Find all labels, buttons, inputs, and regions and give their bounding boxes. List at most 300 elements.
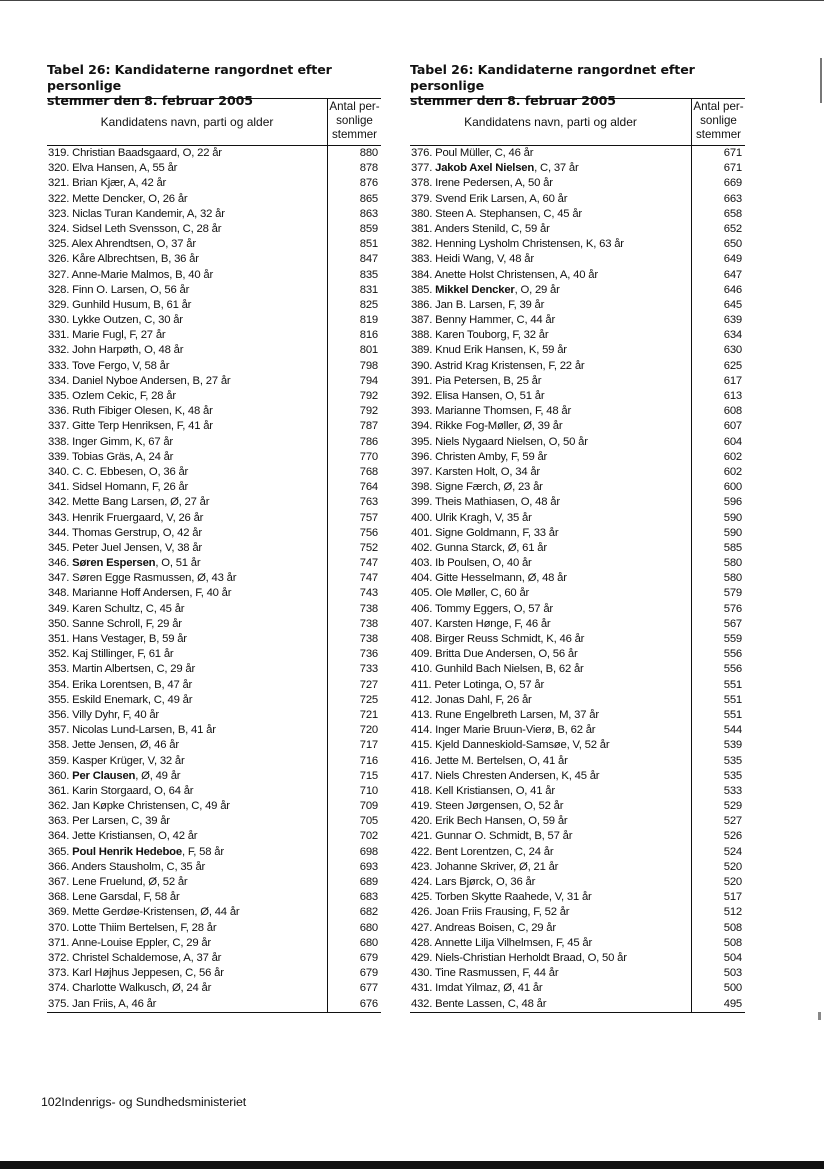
candidate-cell xyxy=(47,723,327,738)
candidate-rank: 410. xyxy=(411,663,433,676)
table-row xyxy=(47,435,381,450)
candidate-cell xyxy=(410,845,691,860)
candidate-rank: 426. xyxy=(411,906,433,919)
votes-cell: 880 xyxy=(327,146,381,161)
table-row xyxy=(410,404,745,419)
candidate-cell xyxy=(410,814,691,829)
table-row xyxy=(47,480,381,495)
candidate-cell xyxy=(47,222,327,237)
table-row xyxy=(410,921,745,936)
candidate-party-age: , O, 57 år xyxy=(507,602,553,615)
candidate-rank: 341. xyxy=(48,481,70,494)
candidate-cell xyxy=(47,738,327,753)
candidate-cell xyxy=(47,283,327,298)
candidate-party-age: , V, 52 år xyxy=(566,739,610,752)
table-row xyxy=(47,890,381,905)
votes-cell: 579 xyxy=(691,586,745,601)
candidate-party-age: , C, 49 år xyxy=(147,693,193,706)
candidate-rank: 432. xyxy=(411,997,433,1010)
votes-cell: 683 xyxy=(327,890,381,905)
candidate-cell xyxy=(410,465,691,480)
candidate-cell xyxy=(47,526,327,541)
candidate-cell xyxy=(47,192,327,207)
votes-cell: 792 xyxy=(327,389,381,404)
table-row xyxy=(410,146,745,161)
candidate-cell xyxy=(410,146,691,161)
candidate-name: Gunna Starck xyxy=(435,541,502,554)
candidate-party-age: , A, 50 år xyxy=(509,177,553,190)
table-row xyxy=(410,860,745,875)
candidate-rank: 322. xyxy=(48,192,70,205)
table-row xyxy=(410,708,745,723)
candidate-rank: 353. xyxy=(48,663,70,676)
candidate-rank: 372. xyxy=(48,951,70,964)
candidate-name: C. C. Ebbesen xyxy=(72,465,144,478)
candidate-cell xyxy=(47,754,327,769)
candidate-party-age: , C, 60 år xyxy=(484,587,530,600)
candidate-party-age: , F, 44 år xyxy=(516,967,559,980)
candidate-cell xyxy=(410,708,691,723)
table-row xyxy=(410,754,745,769)
votes-cell: 630 xyxy=(691,343,745,358)
candidate-rank: 415. xyxy=(411,739,433,752)
candidate-cell xyxy=(47,708,327,723)
candidate-rank: 354. xyxy=(48,678,70,691)
candidate-rank: 330. xyxy=(48,314,70,327)
candidate-cell xyxy=(410,435,691,450)
candidate-party-age: , V, 31 år xyxy=(548,891,592,904)
candidate-name: Christel Schaldemose xyxy=(72,951,179,964)
table-row xyxy=(47,389,381,404)
candidate-rank: 345. xyxy=(48,541,70,554)
votes-cell: 649 xyxy=(691,252,745,267)
votes-cell: 709 xyxy=(327,799,381,814)
header-votes-line: Antal per- xyxy=(329,100,380,113)
header-votes-column xyxy=(691,99,745,145)
candidate-name: Henrik Fruergaard xyxy=(72,511,161,524)
votes-cell: 831 xyxy=(327,283,381,298)
table-row xyxy=(410,359,745,374)
votes-cell: 512 xyxy=(691,905,745,920)
candidate-rank: 324. xyxy=(48,222,70,235)
candidate-party-age: , A, 46 år xyxy=(113,997,157,1010)
candidate-rank: 413. xyxy=(411,708,433,721)
candidate-party-age: , O, 29 år xyxy=(514,283,560,296)
candidate-party-age: , C, 45 år xyxy=(537,207,582,220)
candidate-party-age: , O, 41 år xyxy=(522,754,568,767)
candidate-rank: 336. xyxy=(48,405,70,418)
candidate-party-age: , F, 52 år xyxy=(527,906,570,919)
candidate-rank: 339. xyxy=(48,450,70,463)
candidate-name: Christen Amby xyxy=(435,450,506,463)
candidate-rank: 325. xyxy=(48,238,70,251)
table-row xyxy=(47,829,381,844)
candidate-name: Mette Gerdøe-Kristensen xyxy=(72,906,195,919)
table-title-line: Tabel 26: Kandidaterne rangordnet efter personlige xyxy=(47,62,332,93)
candidate-party-age: , K, 45 år xyxy=(555,769,600,782)
votes-cell: 533 xyxy=(691,784,745,799)
candidate-cell xyxy=(410,526,691,541)
table-row xyxy=(47,738,381,753)
candidate-party-age: , F, 28 år xyxy=(174,921,217,934)
candidate-name: Kell Kristiansen xyxy=(435,784,510,797)
table-row xyxy=(47,526,381,541)
candidate-name: Christian Baadsgaard xyxy=(72,147,177,159)
votes-cell: 503 xyxy=(691,966,745,981)
candidate-cell xyxy=(47,374,327,389)
header-name-column: Kandidatens navn, parti og alder xyxy=(100,115,274,129)
votes-cell: 677 xyxy=(327,981,381,996)
candidate-party-age: , O, 48 år xyxy=(138,344,184,357)
candidate-cell xyxy=(47,814,327,829)
votes-cell: 756 xyxy=(327,526,381,541)
table-row xyxy=(47,495,381,510)
candidate-party-age: , O, 34 år xyxy=(494,465,540,478)
candidate-name: Ulrik Kragh xyxy=(435,511,489,524)
candidate-rank: 338. xyxy=(48,435,70,448)
table-row xyxy=(47,754,381,769)
candidate-cell xyxy=(47,268,327,283)
table-row xyxy=(410,328,745,343)
candidate-party-age: , A, 32 år xyxy=(181,207,225,220)
votes-cell: 495 xyxy=(691,997,745,1012)
votes-cell: 556 xyxy=(691,647,745,662)
votes-cell: 671 xyxy=(691,146,745,161)
candidate-name: Steen Jørgensen xyxy=(435,800,519,813)
candidate-name: Signe Færch xyxy=(435,481,498,494)
candidate-cell xyxy=(47,647,327,662)
candidate-cell xyxy=(410,450,691,465)
candidate-cell xyxy=(47,951,327,966)
candidate-name: Birger Reuss Schmidt xyxy=(435,633,541,645)
table-row xyxy=(410,419,745,434)
candidate-name: Sanne Schroll xyxy=(72,617,140,630)
candidate-name: Poul Henrik Hedeboe xyxy=(72,845,182,858)
candidate-rank: 328. xyxy=(48,283,70,296)
table-row xyxy=(410,693,745,708)
table-row xyxy=(410,845,745,860)
table-row xyxy=(410,480,745,495)
table-row xyxy=(410,905,745,920)
table-row xyxy=(47,298,381,313)
candidate-party-age: , C, 48 år xyxy=(501,997,547,1010)
votes-cell: 757 xyxy=(327,511,381,526)
votes-cell: 580 xyxy=(691,556,745,571)
votes-cell: 720 xyxy=(327,723,381,738)
candidate-party-age: , Ø, 21 år xyxy=(513,860,559,873)
bottom-border-bar xyxy=(0,1161,824,1169)
candidate-party-age: , V, 35 år xyxy=(488,511,532,524)
candidate-rank: 429. xyxy=(411,951,433,964)
votes-cell: 689 xyxy=(327,875,381,890)
candidate-party-age: , B, 36 år xyxy=(154,253,199,266)
candidate-rank: 412. xyxy=(411,693,433,706)
candidate-name: Knud Erik Hansen xyxy=(435,344,523,357)
candidate-party-age: , Ø, 48 år xyxy=(521,572,567,585)
candidate-name: Peter Juel Jensen xyxy=(72,541,160,554)
candidate-rank: 406. xyxy=(411,602,433,615)
candidate-cell xyxy=(410,419,691,434)
candidate-party-age: , Ø, 52 år xyxy=(142,876,188,888)
candidate-name: Karsten Hønge xyxy=(435,617,509,630)
candidate-cell xyxy=(410,252,691,267)
votes-cell: 600 xyxy=(691,480,745,495)
candidate-cell xyxy=(410,222,691,237)
votes-cell: 738 xyxy=(327,602,381,617)
table-row xyxy=(47,617,381,632)
candidate-rank: 430. xyxy=(411,967,433,980)
candidate-name: Alex Ahrendtsen xyxy=(71,238,151,251)
candidate-party-age: , K, 48 år xyxy=(168,405,213,418)
candidate-rank: 393. xyxy=(411,405,433,418)
candidate-rank: 337. xyxy=(48,420,70,433)
candidate-name: Tommy Eggers xyxy=(434,602,508,615)
candidate-rank: 361. xyxy=(48,784,70,797)
candidate-cell xyxy=(410,602,691,617)
votes-cell: 580 xyxy=(691,571,745,586)
votes-cell: 727 xyxy=(327,678,381,693)
scan-edge-mark xyxy=(818,1012,821,1020)
votes-cell: 671 xyxy=(691,161,745,176)
candidate-party-age: , Ø, 23 år xyxy=(497,481,543,494)
candidate-rank: 366. xyxy=(48,860,70,873)
votes-cell: 520 xyxy=(691,875,745,890)
candidate-name: Gitte Hesselmann xyxy=(435,572,522,585)
candidate-rank: 335. xyxy=(48,390,70,402)
table-row xyxy=(47,571,381,586)
candidate-rank: 388. xyxy=(411,329,433,342)
table-row xyxy=(410,617,745,632)
candidate-rank: 331. xyxy=(48,329,70,342)
candidate-rank: 364. xyxy=(48,830,70,843)
table-row xyxy=(47,146,381,161)
candidate-cell xyxy=(410,936,691,951)
header-votes-column xyxy=(327,99,381,145)
candidate-cell xyxy=(410,374,691,389)
table-row xyxy=(47,268,381,283)
votes-cell: 816 xyxy=(327,328,381,343)
candidate-cell xyxy=(47,343,327,358)
candidate-cell xyxy=(47,799,327,814)
candidate-cell xyxy=(410,586,691,601)
votes-cell: 736 xyxy=(327,647,381,662)
candidate-cell xyxy=(410,389,691,404)
candidate-cell xyxy=(410,738,691,753)
votes-cell: 520 xyxy=(691,860,745,875)
candidate-name: Marianne Thomsen xyxy=(435,405,530,418)
candidate-party-age: , Ø, 24 år xyxy=(166,982,212,995)
candidate-name: Niels Nygaard Nielsen xyxy=(435,435,543,448)
candidate-rank: 367. xyxy=(48,876,70,888)
votes-cell: 792 xyxy=(327,404,381,419)
table-row xyxy=(47,647,381,662)
candidate-cell xyxy=(410,693,691,708)
candidate-name: Søren Egge Rasmussen xyxy=(72,572,192,585)
candidate-rank: 323. xyxy=(48,207,70,220)
candidate-name: Lykke Outzen xyxy=(72,314,139,327)
candidate-name: Karen Schultz xyxy=(72,602,140,615)
votes-cell: 847 xyxy=(327,252,381,267)
candidate-cell xyxy=(47,632,327,647)
candidate-rank: 402. xyxy=(411,541,433,554)
candidate-party-age: , V, 26 år xyxy=(160,511,204,524)
candidate-party-age: , B, 41 år xyxy=(171,724,216,737)
candidate-name: Irene Pedersen xyxy=(435,177,510,190)
table-row xyxy=(410,632,745,647)
votes-cell: 585 xyxy=(691,541,745,556)
votes-cell: 787 xyxy=(327,419,381,434)
candidate-rank: 352. xyxy=(48,648,70,661)
candidate-rank: 332. xyxy=(48,344,70,357)
table-row xyxy=(410,511,745,526)
candidate-name: Brian Kjær xyxy=(72,177,123,190)
table-row xyxy=(410,207,745,222)
votes-cell: 517 xyxy=(691,890,745,905)
table-row xyxy=(47,176,381,191)
candidate-cell xyxy=(47,237,327,252)
candidate-party-age: , F, 33 år xyxy=(516,526,559,539)
votes-cell: 835 xyxy=(327,268,381,283)
candidate-rank: 320. xyxy=(48,162,70,175)
votes-cell: 539 xyxy=(691,738,745,753)
page-footer: 102Indenrigs- og Sundhedsministeriet xyxy=(41,1095,247,1109)
table-header xyxy=(47,98,381,146)
candidate-party-age: , F, 58 år xyxy=(137,891,180,904)
votes-cell: 559 xyxy=(691,632,745,647)
candidate-cell xyxy=(410,890,691,905)
candidate-party-age: , V, 38 år xyxy=(159,541,202,554)
candidate-rank: 397. xyxy=(411,465,433,478)
candidate-rank: 369. xyxy=(48,906,70,919)
candidate-party-age: , A, 37 år xyxy=(178,951,222,964)
table-row xyxy=(410,222,745,237)
candidate-rank: 344. xyxy=(48,526,70,539)
candidate-name: Sidsel Homann xyxy=(72,481,147,494)
candidate-party-age: , O, 59 år xyxy=(522,815,568,828)
candidate-name: Svend Erik Larsen xyxy=(435,192,525,205)
candidate-name: Thomas Gerstrup xyxy=(71,526,157,539)
table-row xyxy=(410,465,745,480)
candidate-party-age: , F, 40 år xyxy=(117,708,159,721)
candidate-party-age: , K, 63 år xyxy=(580,238,624,251)
candidate-cell xyxy=(47,602,327,617)
candidate-rank: 424. xyxy=(411,876,433,888)
candidate-rank: 346. xyxy=(48,557,70,570)
table-row xyxy=(410,283,745,298)
candidate-party-age: , O, 50 år xyxy=(542,435,588,448)
right-table xyxy=(410,62,745,1013)
table-row xyxy=(47,343,381,358)
votes-cell: 743 xyxy=(327,586,381,601)
table-row xyxy=(47,374,381,389)
candidate-name: Per Larsen xyxy=(72,815,126,828)
candidate-party-age: , C, 24 år xyxy=(508,845,554,858)
table-row xyxy=(47,541,381,556)
candidate-name: Søren Espersen xyxy=(72,557,156,570)
candidate-name: Joan Friis Frausing xyxy=(435,906,528,919)
votes-cell: 770 xyxy=(327,450,381,465)
candidate-party-age: , F, 48 år xyxy=(529,405,572,418)
candidate-cell xyxy=(47,860,327,875)
header-votes-line: Antal per- xyxy=(693,100,744,113)
candidate-rank: 389. xyxy=(411,344,433,357)
candidate-rank: 414. xyxy=(411,724,433,737)
candidate-name: Henning Lysholm Christensen xyxy=(435,238,581,251)
candidate-rank: 333. xyxy=(48,359,70,372)
table-row xyxy=(410,313,745,328)
header-votes-line: stemmer xyxy=(331,128,378,142)
votes-cell: 551 xyxy=(691,708,745,723)
table-row xyxy=(47,875,381,890)
candidate-rank: 342. xyxy=(48,496,70,509)
candidate-cell xyxy=(47,845,327,860)
candidate-party-age: , C, 46 år xyxy=(488,147,534,159)
candidate-name: Ruth Fibiger Olesen xyxy=(72,405,169,418)
votes-cell: 819 xyxy=(327,313,381,328)
votes-cell: 702 xyxy=(327,829,381,844)
candidate-name: Jette Kristiansen xyxy=(72,830,153,843)
votes-cell: 676 xyxy=(327,997,381,1012)
candidate-cell xyxy=(47,936,327,951)
candidate-name: Finn O. Larsen xyxy=(72,283,145,296)
scan-edge-mark xyxy=(820,58,822,103)
candidate-party-age: , B, 61 år xyxy=(147,298,192,311)
votes-cell: 738 xyxy=(327,617,381,632)
candidate-rank: 401. xyxy=(411,526,433,539)
candidate-party-age: , O, 42 år xyxy=(156,526,202,539)
candidate-rank: 396. xyxy=(411,450,433,463)
candidate-party-age: , F, 58 år xyxy=(181,845,224,858)
candidate-rank: 329. xyxy=(48,298,70,311)
candidate-name: Jan Friis xyxy=(72,997,114,1010)
votes-cell: 859 xyxy=(327,222,381,237)
candidate-cell xyxy=(410,313,691,328)
candidate-party-age: , F, 46 år xyxy=(508,617,551,630)
candidate-rank: 403. xyxy=(411,557,433,570)
candidate-party-age: , O, 56 år xyxy=(532,648,578,661)
votes-cell: 663 xyxy=(691,192,745,207)
candidate-cell xyxy=(410,966,691,981)
table-row xyxy=(410,769,745,784)
candidate-cell xyxy=(410,328,691,343)
votes-cell: 716 xyxy=(327,754,381,769)
candidate-cell xyxy=(47,586,327,601)
votes-cell: 508 xyxy=(691,921,745,936)
votes-cell: 596 xyxy=(691,495,745,510)
candidate-cell xyxy=(410,556,691,571)
candidate-rank: 376. xyxy=(411,147,433,159)
candidate-cell xyxy=(410,511,691,526)
candidate-rank: 371. xyxy=(48,936,70,949)
votes-cell: 590 xyxy=(691,511,745,526)
candidate-name: Inger Gimm xyxy=(72,435,130,448)
candidate-name: Elisa Hansen xyxy=(435,390,500,402)
candidate-name: Gitte Terp Henriksen xyxy=(72,420,171,433)
table-row xyxy=(47,997,381,1012)
candidate-cell xyxy=(410,268,691,283)
candidate-party-age: , O, 36 år xyxy=(490,876,536,888)
candidate-name: Torben Skytte Raahede xyxy=(434,891,549,904)
votes-cell: 851 xyxy=(327,237,381,252)
candidate-rank: 319. xyxy=(48,147,70,159)
header-votes-line: sonlige xyxy=(336,114,373,128)
candidate-party-age: , Ø, 27 år xyxy=(164,496,210,509)
candidate-party-age: , O, 22 år xyxy=(176,147,222,159)
table-row xyxy=(47,678,381,693)
table-row xyxy=(47,313,381,328)
candidate-party-age: , A, 42 år xyxy=(122,177,167,190)
votes-cell: 763 xyxy=(327,495,381,510)
